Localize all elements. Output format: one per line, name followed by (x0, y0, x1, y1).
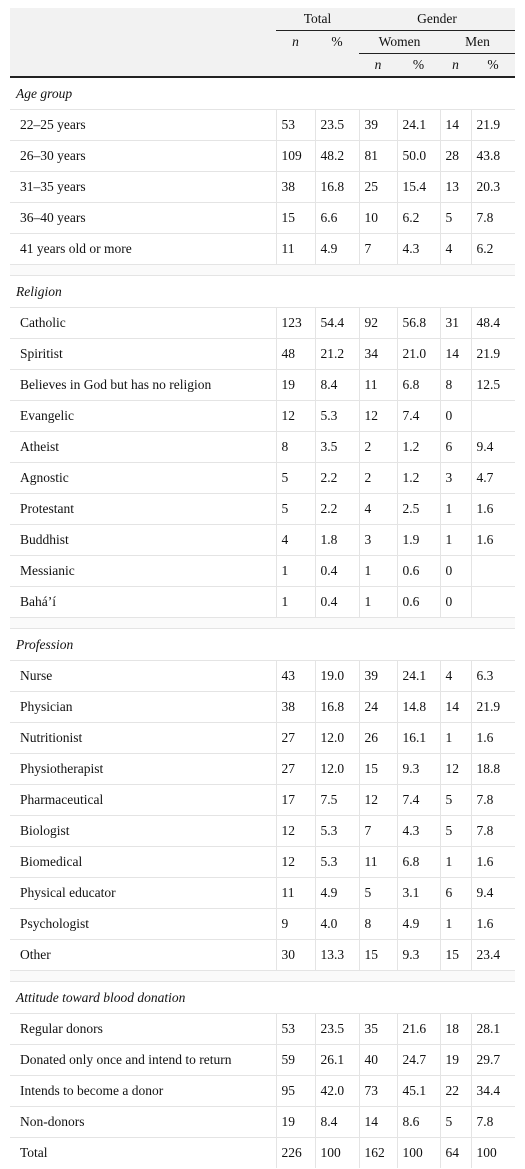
spacer-cell (10, 265, 515, 276)
men-pct: 7.8 (471, 816, 515, 847)
row-label: Regular donors (10, 1014, 276, 1045)
women-n: 162 (359, 1138, 397, 1169)
men-n: 5 (440, 816, 471, 847)
header-total-pct: % (315, 31, 359, 54)
total-pct: 4.0 (315, 909, 359, 940)
women-pct: 3.1 (397, 878, 440, 909)
row-label: Spiritist (10, 339, 276, 370)
table-row (10, 401, 515, 432)
table-row (10, 203, 515, 234)
demographics-table (10, 8, 515, 1168)
women-pct: 24.1 (397, 661, 440, 692)
table-row (10, 816, 515, 847)
total-n: 19 (276, 1107, 315, 1138)
women-pct: 50.0 (397, 141, 440, 172)
table-row (10, 308, 515, 339)
table-row (10, 525, 515, 556)
men-n: 0 (440, 401, 471, 432)
row-label: Messianic (10, 556, 276, 587)
header-men: Men (440, 31, 515, 54)
men-n: 1 (440, 525, 471, 556)
men-n: 6 (440, 878, 471, 909)
row-label: Evangelic (10, 401, 276, 432)
men-n: 14 (440, 692, 471, 723)
total-n: 53 (276, 110, 315, 141)
women-pct: 21.6 (397, 1014, 440, 1045)
men-pct: 1.6 (471, 494, 515, 525)
total-n: 11 (276, 234, 315, 265)
table-row (10, 463, 515, 494)
total-pct: 16.8 (315, 172, 359, 203)
total-pct: 0.4 (315, 556, 359, 587)
men-pct: 7.8 (471, 1107, 515, 1138)
header-total-n: n (276, 31, 315, 54)
men-pct: 1.6 (471, 525, 515, 556)
total-pct: 8.4 (315, 1107, 359, 1138)
women-pct: 6.8 (397, 370, 440, 401)
total-pct: 21.2 (315, 339, 359, 370)
women-pct: 1.2 (397, 463, 440, 494)
women-n: 15 (359, 754, 397, 785)
women-n: 39 (359, 661, 397, 692)
total-pct: 5.3 (315, 401, 359, 432)
row-label: Physiotherapist (10, 754, 276, 785)
total-pct: 16.8 (315, 692, 359, 723)
men-n: 8 (440, 370, 471, 401)
women-n: 15 (359, 940, 397, 971)
men-n: 14 (440, 339, 471, 370)
men-pct: 21.9 (471, 110, 515, 141)
table-row (10, 909, 515, 940)
women-pct: 2.5 (397, 494, 440, 525)
section-spacer (10, 618, 515, 629)
men-pct: 1.6 (471, 847, 515, 878)
table-row (10, 723, 515, 754)
women-pct: 4.9 (397, 909, 440, 940)
women-n: 7 (359, 234, 397, 265)
total-n: 4 (276, 525, 315, 556)
women-pct: 9.3 (397, 940, 440, 971)
total-pct: 12.0 (315, 754, 359, 785)
row-label: Physician (10, 692, 276, 723)
spacer-cell (10, 618, 515, 629)
men-n: 19 (440, 1045, 471, 1076)
women-n: 4 (359, 494, 397, 525)
men-n: 22 (440, 1076, 471, 1107)
table-row (10, 339, 515, 370)
table-row (10, 234, 515, 265)
women-pct: 1.9 (397, 525, 440, 556)
men-pct: 18.8 (471, 754, 515, 785)
women-pct: 24.7 (397, 1045, 440, 1076)
section-title: Age group (10, 77, 515, 110)
total-n: 9 (276, 909, 315, 940)
men-n: 1 (440, 723, 471, 754)
row-label: Bahá’í (10, 587, 276, 618)
women-n: 2 (359, 432, 397, 463)
women-pct: 4.3 (397, 234, 440, 265)
total-pct: 4.9 (315, 234, 359, 265)
men-pct: 21.9 (471, 692, 515, 723)
row-label: Biologist (10, 816, 276, 847)
men-n: 14 (440, 110, 471, 141)
men-pct: 29.7 (471, 1045, 515, 1076)
total-n: 5 (276, 494, 315, 525)
table-header (10, 8, 515, 77)
women-pct: 6.2 (397, 203, 440, 234)
table-row (10, 785, 515, 816)
header-women-n: n (359, 54, 397, 78)
total-n: 53 (276, 1014, 315, 1045)
women-n: 12 (359, 401, 397, 432)
table-row (10, 370, 515, 401)
total-n: 43 (276, 661, 315, 692)
women-n: 81 (359, 141, 397, 172)
men-n: 1 (440, 494, 471, 525)
row-label: 31–35 years (10, 172, 276, 203)
women-pct: 15.4 (397, 172, 440, 203)
men-n: 64 (440, 1138, 471, 1169)
total-n: 12 (276, 401, 315, 432)
row-label: 41 years old or more (10, 234, 276, 265)
row-label: Buddhist (10, 525, 276, 556)
total-pct: 23.5 (315, 1014, 359, 1045)
men-pct (471, 587, 515, 618)
table-row (10, 661, 515, 692)
total-n: 95 (276, 1076, 315, 1107)
women-pct: 7.4 (397, 785, 440, 816)
section-header-row (10, 77, 515, 110)
header-empty-cell (276, 54, 315, 78)
women-n: 12 (359, 785, 397, 816)
table-row (10, 494, 515, 525)
women-n: 10 (359, 203, 397, 234)
header-empty-cell (10, 8, 276, 31)
total-pct: 23.5 (315, 110, 359, 141)
total-pct: 5.3 (315, 816, 359, 847)
table-row (10, 878, 515, 909)
women-n: 26 (359, 723, 397, 754)
header-empty-cell (10, 54, 276, 78)
women-pct: 100 (397, 1138, 440, 1169)
men-pct: 1.6 (471, 909, 515, 940)
women-n: 7 (359, 816, 397, 847)
total-pct: 26.1 (315, 1045, 359, 1076)
women-n: 24 (359, 692, 397, 723)
row-label: Psychologist (10, 909, 276, 940)
table-row (10, 1076, 515, 1107)
men-n: 5 (440, 785, 471, 816)
total-pct: 4.9 (315, 878, 359, 909)
total-n: 123 (276, 308, 315, 339)
women-n: 5 (359, 878, 397, 909)
men-pct: 12.5 (471, 370, 515, 401)
women-pct: 0.6 (397, 587, 440, 618)
men-n: 5 (440, 203, 471, 234)
row-label: Donated only once and intend to return (10, 1045, 276, 1076)
header-women: Women (359, 31, 440, 54)
total-pct: 0.4 (315, 587, 359, 618)
men-n: 28 (440, 141, 471, 172)
women-n: 39 (359, 110, 397, 141)
spacer-cell (10, 971, 515, 982)
table-row (10, 110, 515, 141)
women-n: 92 (359, 308, 397, 339)
women-n: 25 (359, 172, 397, 203)
men-n: 6 (440, 432, 471, 463)
table-row (10, 141, 515, 172)
section-title: Religion (10, 276, 515, 308)
total-n: 27 (276, 754, 315, 785)
women-n: 3 (359, 525, 397, 556)
total-n: 11 (276, 878, 315, 909)
men-pct: 7.8 (471, 785, 515, 816)
men-pct: 21.9 (471, 339, 515, 370)
total-pct: 13.3 (315, 940, 359, 971)
table-row (10, 1107, 515, 1138)
row-label: Other (10, 940, 276, 971)
men-n: 1 (440, 847, 471, 878)
men-pct: 34.4 (471, 1076, 515, 1107)
total-n: 30 (276, 940, 315, 971)
header-men-pct: % (471, 54, 515, 78)
table-row (10, 556, 515, 587)
men-pct: 4.7 (471, 463, 515, 494)
total-n: 12 (276, 847, 315, 878)
header-empty-cell (315, 54, 359, 78)
women-pct: 7.4 (397, 401, 440, 432)
section-title: Attitude toward blood donation (10, 982, 515, 1014)
table-row (10, 587, 515, 618)
table-row (10, 172, 515, 203)
men-pct: 23.4 (471, 940, 515, 971)
section-header-row (10, 629, 515, 661)
total-n: 12 (276, 816, 315, 847)
women-n: 11 (359, 847, 397, 878)
table-row (10, 847, 515, 878)
table-row (10, 1138, 515, 1169)
table-row (10, 1045, 515, 1076)
women-n: 11 (359, 370, 397, 401)
section-header-row (10, 276, 515, 308)
men-pct: 100 (476, 1145, 497, 1160)
row-label: Pharmaceutical (10, 785, 276, 816)
total-pct: 100 (315, 1138, 359, 1169)
table-row (10, 940, 515, 971)
men-pct: 9.4 (471, 432, 515, 463)
total-n: 19 (276, 370, 315, 401)
men-n: 18 (440, 1014, 471, 1045)
total-pct: 12.0 (315, 723, 359, 754)
men-pct (471, 556, 515, 587)
women-n: 1 (359, 556, 397, 587)
row-label: Biomedical (10, 847, 276, 878)
row-label: Total (10, 1138, 276, 1169)
total-pct: 2.2 (315, 463, 359, 494)
men-n: 13 (440, 172, 471, 203)
table-body (10, 77, 515, 1168)
header-total: Total (276, 8, 359, 31)
men-n: 5 (440, 1107, 471, 1138)
women-pct: 24.1 (397, 110, 440, 141)
men-n: 1 (440, 909, 471, 940)
total-n: 1 (276, 556, 315, 587)
row-label: Catholic (10, 308, 276, 339)
row-label: Physical educator (10, 878, 276, 909)
section-spacer (10, 265, 515, 276)
data-table-container (10, 8, 515, 1168)
women-pct: 56.8 (397, 308, 440, 339)
women-n: 35 (359, 1014, 397, 1045)
total-n: 27 (276, 723, 315, 754)
women-pct: 45.1 (397, 1076, 440, 1107)
section-header-row (10, 982, 515, 1014)
men-pct: 1.6 (471, 723, 515, 754)
women-n: 14 (359, 1107, 397, 1138)
row-label: Nurse (10, 661, 276, 692)
men-n: 31 (440, 308, 471, 339)
women-pct: 0.6 (397, 556, 440, 587)
men-n: 4 (440, 661, 471, 692)
women-n: 1 (359, 587, 397, 618)
total-n: 17 (276, 785, 315, 816)
row-label: 36–40 years (10, 203, 276, 234)
table-row (10, 432, 515, 463)
women-pct: 21.0 (397, 339, 440, 370)
header-gender: Gender (359, 8, 515, 31)
total-n: 5 (276, 463, 315, 494)
men-n: 4 (440, 234, 471, 265)
men-pct: 6.3 (471, 661, 515, 692)
row-label: Nutritionist (10, 723, 276, 754)
men-n: 0 (440, 556, 471, 587)
women-pct: 16.1 (397, 723, 440, 754)
men-pct: 28.1 (471, 1014, 515, 1045)
men-n: 3 (440, 463, 471, 494)
total-pct: 3.5 (315, 432, 359, 463)
women-pct: 14.8 (397, 692, 440, 723)
men-n: 15 (440, 940, 471, 971)
women-n: 2 (359, 463, 397, 494)
total-n: 109 (276, 141, 315, 172)
row-label: Intends to become a donor (10, 1076, 276, 1107)
men-n: 0 (440, 587, 471, 618)
row-label: Non-donors (10, 1107, 276, 1138)
table-row (10, 1014, 515, 1045)
header-men-n: n (440, 54, 471, 78)
total-pct: 6.6 (315, 203, 359, 234)
total-pct: 8.4 (315, 370, 359, 401)
row-label: Protestant (10, 494, 276, 525)
total-n: 15 (276, 203, 315, 234)
men-pct: 9.4 (471, 878, 515, 909)
women-pct: 1.2 (397, 432, 440, 463)
total-n: 38 (276, 692, 315, 723)
row-label: 22–25 years (10, 110, 276, 141)
women-n: 73 (359, 1076, 397, 1107)
table-row (10, 754, 515, 785)
table-row (10, 692, 515, 723)
women-pct: 6.8 (397, 847, 440, 878)
men-pct: 20.3 (471, 172, 515, 203)
women-n: 40 (359, 1045, 397, 1076)
women-pct: 4.3 (397, 816, 440, 847)
men-n: 12 (440, 754, 471, 785)
total-pct: 19.0 (315, 661, 359, 692)
total-n: 38 (276, 172, 315, 203)
header-women-pct: % (397, 54, 440, 78)
total-n: 59 (276, 1045, 315, 1076)
men-pct (471, 401, 515, 432)
total-n: 48 (276, 339, 315, 370)
row-label: 26–30 years (10, 141, 276, 172)
row-label: Agnostic (10, 463, 276, 494)
men-pct: 43.8 (471, 141, 515, 172)
women-n: 8 (359, 909, 397, 940)
total-pct: 54.4 (315, 308, 359, 339)
total-pct: 2.2 (315, 494, 359, 525)
total-pct: 42.0 (315, 1076, 359, 1107)
header-empty-cell (10, 31, 276, 54)
men-pct: 48.4 (471, 308, 515, 339)
total-n: 8 (276, 432, 315, 463)
total-n: 1 (276, 587, 315, 618)
women-pct: 9.3 (397, 754, 440, 785)
total-pct: 5.3 (315, 847, 359, 878)
total-n: 226 (276, 1138, 315, 1169)
row-label: Atheist (10, 432, 276, 463)
total-pct: 1.8 (315, 525, 359, 556)
total-pct: 7.5 (315, 785, 359, 816)
men-pct: 6.2 (471, 234, 515, 265)
women-pct: 8.6 (397, 1107, 440, 1138)
section-title: Profession (10, 629, 515, 661)
section-spacer (10, 971, 515, 982)
total-pct: 48.2 (315, 141, 359, 172)
row-label: Believes in God but has no religion (10, 370, 276, 401)
men-pct: 7.8 (471, 203, 515, 234)
women-n: 34 (359, 339, 397, 370)
